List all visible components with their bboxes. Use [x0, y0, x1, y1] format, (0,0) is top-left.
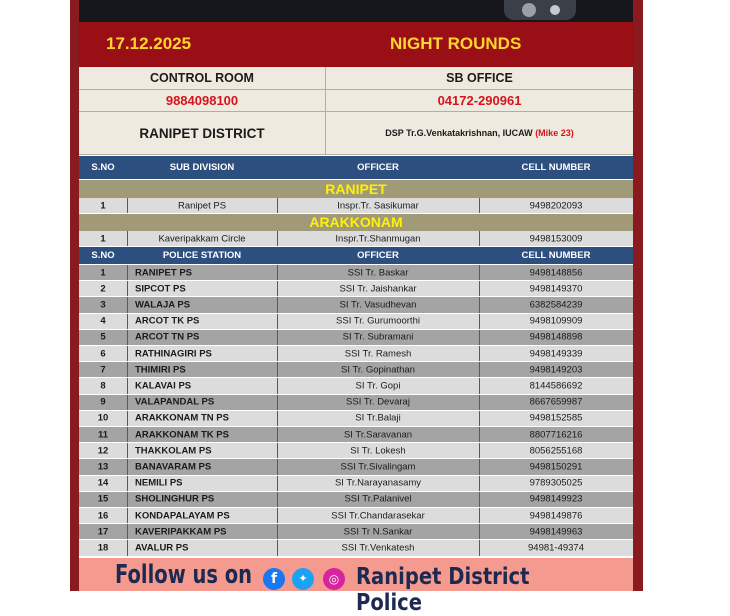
- twitter-icon[interactable]: ✦: [292, 568, 314, 590]
- follow-text: Follow us on: [115, 560, 253, 590]
- table-row: [79, 540, 633, 555]
- control-room-label: CONTROL ROOM: [150, 71, 254, 85]
- cell-sno: 6: [100, 348, 106, 360]
- district-name: RANIPET DISTRICT: [139, 126, 265, 141]
- subdivision-table-header: [79, 156, 633, 179]
- cell-sno: 17: [97, 526, 109, 538]
- sb-office-label: SB OFFICE: [446, 71, 513, 85]
- col-sno: S.NO: [91, 250, 115, 261]
- cell-phone: 8056255168: [529, 445, 583, 457]
- station-table-header: [79, 247, 633, 264]
- col-cell-number: CELL NUMBER: [521, 250, 591, 261]
- cell-officer: SSI Tr.Palanivel: [344, 493, 412, 505]
- social-footer: [79, 558, 633, 616]
- table-row: [79, 281, 633, 296]
- subdivision-row: 1 Ranipet PS Inspr.Tr. Sasikumar 9498202093: [79, 198, 633, 213]
- cell-phone: 9498149370: [529, 283, 583, 295]
- cell-phone: 9498148898: [529, 331, 583, 343]
- table-row: [79, 443, 633, 458]
- cell-phone: 6382584239: [529, 299, 583, 311]
- cell-sno: 12: [97, 445, 109, 457]
- cell-station: ARCOT TK PS: [135, 315, 200, 327]
- cell-officer: SI Tr. Lokesh: [350, 445, 406, 457]
- banner-photo: [79, 0, 633, 22]
- cell-phone: 9498149876: [529, 510, 583, 522]
- cell-sno: 15: [97, 493, 109, 505]
- cell-phone: 9498149963: [529, 526, 583, 538]
- cell-officer: SI Tr.Narayanasamy: [334, 477, 422, 489]
- page-name: Ranipet District Police: [356, 564, 530, 616]
- cell-phone: 9498149339: [529, 348, 583, 360]
- cell-sno: 1: [100, 267, 106, 279]
- table-row: [79, 411, 633, 426]
- cell-officer: SSI Tr. Baskar: [347, 267, 409, 279]
- cell-station: VALAPANDAL PS: [135, 396, 215, 408]
- cell-station: KALAVAI PS: [135, 380, 192, 392]
- col-cell-number: CELL NUMBER: [521, 162, 591, 173]
- cell-sno: 11: [97, 429, 109, 441]
- table-row: [79, 492, 633, 507]
- cell-sno: 9: [100, 396, 106, 408]
- control-room-number: 9884098100: [165, 93, 239, 108]
- cell-officer: SSI Tr N.Sankar: [343, 526, 413, 538]
- table-row: [79, 346, 633, 361]
- dsp-name: DSP Tr.G.Venkatakrishnan, IUCAW: [385, 128, 533, 138]
- cell-officer: SI Tr. Vasudhevan: [339, 299, 417, 311]
- cell-sno: 2: [100, 283, 106, 295]
- instagram-icon[interactable]: ◎: [323, 568, 345, 590]
- dsp-callsign: (Mike 23): [535, 128, 574, 138]
- title-bar: [79, 22, 633, 67]
- cell-officer: SSI Tr.Chandarasekar: [331, 510, 425, 522]
- subdivision-row: 1 Kaveripakkam Circle Inspr.Tr.Shanmugan 9498153009: [79, 231, 633, 246]
- table-row: [79, 297, 633, 312]
- cell-sno: 14: [97, 477, 109, 489]
- cell-phone: 9498148856: [529, 267, 583, 279]
- cell-phone: 9498150291: [529, 461, 583, 473]
- contact-header: [79, 67, 633, 155]
- date-label: 17.12.2025: [106, 34, 192, 53]
- cell-station: RANIPET PS: [135, 267, 193, 279]
- cell-officer: SSI Tr. Devaraj: [346, 396, 410, 408]
- cell-sno: 13: [97, 461, 109, 473]
- page-title: NIGHT ROUNDS: [390, 34, 522, 53]
- cell-phone: 9498149203: [529, 364, 583, 376]
- cell-sno: 3: [100, 299, 106, 311]
- cell-officer: SSI Tr. Gurumoorthi: [336, 315, 420, 327]
- night-rounds-sheet: [79, 0, 633, 616]
- cell-station: NEMILI PS: [135, 477, 183, 489]
- cell-station: THAKKOLAM PS: [135, 445, 212, 457]
- cell-sno: 7: [100, 364, 106, 376]
- col-police-station: POLICE STATION: [162, 250, 242, 261]
- cell-phone: 8144586692: [529, 380, 583, 392]
- col-officer: OFFICER: [357, 250, 399, 261]
- table-row: [79, 314, 633, 329]
- cell-station: THIMIRI PS: [135, 364, 186, 376]
- cell-station: KAVERIPAKKAM PS: [135, 526, 227, 538]
- table-row: [79, 362, 633, 377]
- table-row: [79, 508, 633, 523]
- cell-phone: 9498109909: [529, 315, 583, 327]
- cell-station: RATHINAGIRI PS: [135, 348, 212, 360]
- table-row: [79, 427, 633, 442]
- table-row: [79, 476, 633, 491]
- facebook-icon[interactable]: f: [263, 568, 285, 590]
- cell-sno: 4: [100, 315, 106, 327]
- cell-officer: SSI Tr.Venkatesh: [341, 542, 415, 554]
- dsp-line: [326, 128, 633, 138]
- col-sno: S.NO: [91, 162, 115, 173]
- cell-station: SIPCOT PS: [135, 283, 186, 295]
- cell-station: SHOLINGHUR PS: [135, 493, 215, 505]
- cell-officer: SI Tr. Gopi: [355, 380, 401, 392]
- cell-sno: 18: [97, 542, 109, 554]
- table-row: [79, 395, 633, 410]
- cell-phone: 8667659987: [529, 396, 583, 408]
- col-sub-division: SUB DIVISION: [169, 162, 235, 173]
- camera-icon: [504, 0, 576, 20]
- group-ranipet: RANIPET: [79, 180, 633, 198]
- cell-phone: 9498149923: [529, 493, 583, 505]
- cell-phone: 94981-49374: [528, 542, 584, 554]
- cell-station: KONDAPALAYAM PS: [135, 510, 230, 522]
- cell-station: ARCOT TN PS: [135, 331, 200, 343]
- cell-phone: 9789305025: [529, 477, 583, 489]
- table-row: [79, 330, 633, 345]
- cell-sno: 5: [100, 331, 106, 343]
- cell-officer: SI Tr.Balaji: [355, 412, 401, 424]
- cell-officer: SI Tr. Gopinathan: [341, 364, 415, 376]
- cell-phone: 9498152585: [529, 412, 583, 424]
- cell-phone: 8807716216: [529, 429, 583, 441]
- table-row: [79, 265, 633, 280]
- cell-sno: 16: [97, 510, 109, 522]
- table-row: [79, 378, 633, 393]
- sb-office-number: 04172-290961: [437, 93, 522, 108]
- cell-officer: SSI Tr.Sivalingam: [340, 461, 416, 473]
- cell-officer: SI Tr. Subramani: [342, 331, 414, 343]
- cell-station: ARAKKONAM TN PS: [135, 412, 229, 424]
- cell-sno: 8: [100, 380, 106, 392]
- col-officer: OFFICER: [357, 162, 399, 173]
- cell-station: ARAKKONAM TK PS: [135, 429, 229, 441]
- cell-sno: 10: [97, 412, 109, 424]
- table-row: [79, 524, 633, 539]
- table-row: [79, 459, 633, 474]
- cell-officer: SSI Tr. Ramesh: [344, 348, 412, 360]
- cell-station: BANAVARAM PS: [135, 461, 212, 473]
- group-arakkonam: ARAKKONAM: [79, 214, 633, 231]
- cell-officer: SSI Tr. Jaishankar: [339, 283, 417, 295]
- cell-officer: SI Tr.Saravanan: [343, 429, 413, 441]
- cell-station: WALAJA PS: [135, 299, 191, 311]
- cell-station: AVALUR PS: [135, 542, 189, 554]
